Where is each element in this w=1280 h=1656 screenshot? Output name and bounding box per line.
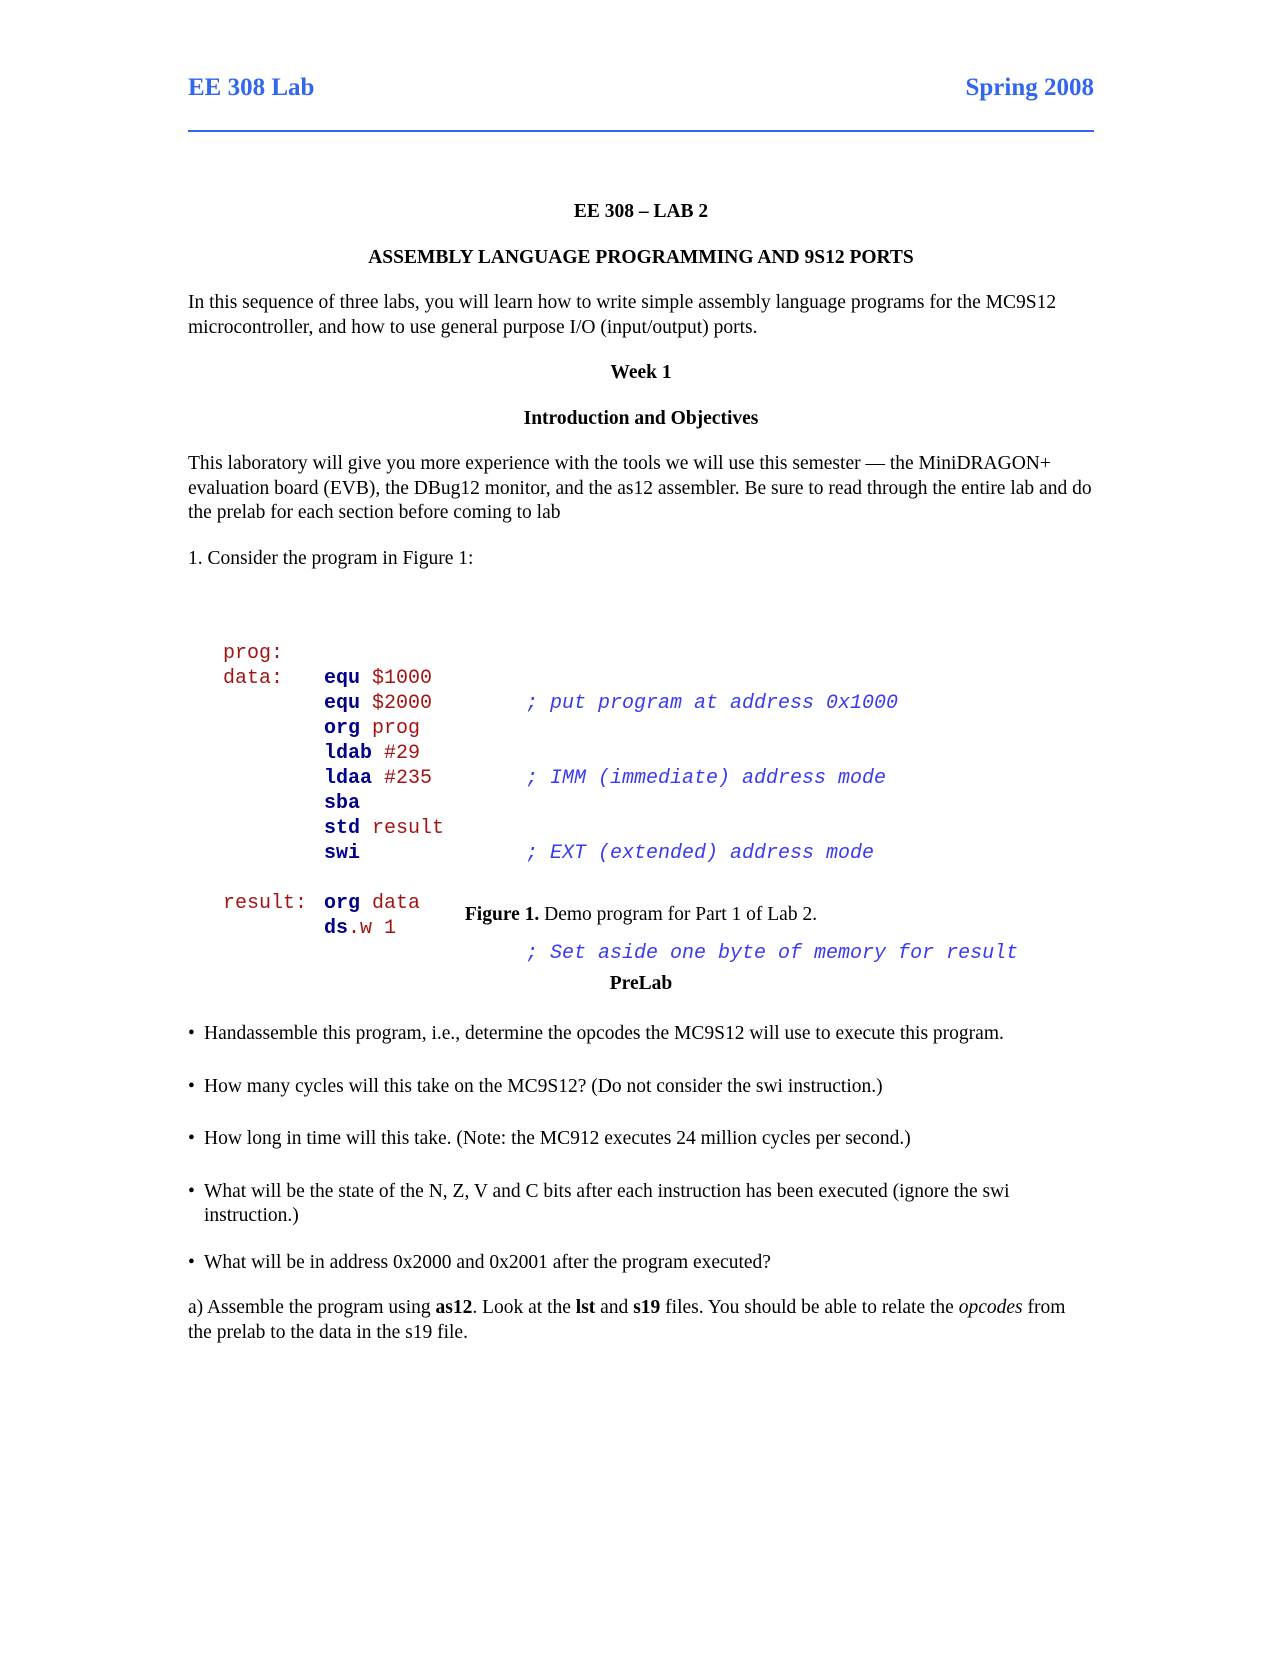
code-arg: #235 [384, 767, 433, 790]
prelab-item [188, 1251, 1094, 1276]
step-a-text: from the prelab to the data in the s19 file. [188, 1297, 1066, 1343]
code-comment: ; IMM (immediate) address mode [526, 767, 887, 790]
code-arg: $2000 [372, 692, 433, 715]
lab-subtitle: ASSEMBLY LANGUAGE PROGRAMMING AND 9S12 PORTS [368, 246, 914, 268]
step-a-text: . Look at the [472, 1297, 576, 1318]
prelab-item-text: What will be the state of the N, Z, V and C bits after each instruction has been executed (ignore the swi instruction.) [204, 1180, 1010, 1226]
header-course: EE 308 Lab [188, 74, 315, 101]
lab-title: EE 308 – LAB 2 [573, 201, 709, 222]
code-arg: .w 1 [348, 917, 397, 940]
step-a-text: a) Assemble the program using [188, 1297, 436, 1318]
code-op: org [324, 717, 361, 740]
code-op: equ [324, 692, 361, 715]
objectives-paragraph: This laboratory will give you more experience with the tools we will use this semester — the MiniDRAGON+ evaluation board (EVB), the DBug12 monitor, and the as12 assembler. Be sure to read through the entire lab and do the prelab for each section before coming to lab [188, 453, 1092, 523]
code-label: result: [223, 892, 308, 915]
code-instruction [324, 916, 396, 941]
code-comment: ; Set aside one byte of memory for result [526, 942, 1019, 965]
prelab-item [188, 1180, 1094, 1229]
code-op: ds [324, 917, 349, 940]
caption-text: Demo program for Part 1 of Lab 2. [539, 904, 818, 925]
bullet-icon: • [188, 1023, 195, 1044]
code-arg: result [372, 817, 445, 840]
prelab-heading: PreLab [609, 972, 673, 994]
step-a-bold: s19 [633, 1297, 661, 1318]
code-line [223, 816, 1083, 841]
prelab-item-text: What will be in address 0x2000 and 0x2001 after the program executed? [204, 1251, 771, 1273]
code-instruction [324, 891, 420, 916]
prelab-item [188, 1127, 1094, 1152]
caption-label: Figure 1. [464, 904, 540, 925]
code-op: ldaa [324, 767, 373, 790]
bullet-icon: • [188, 1075, 195, 1097]
code-arg: data [372, 892, 421, 915]
code-op: std [324, 817, 361, 840]
bullet-icon: • [188, 1251, 195, 1273]
objectives-heading: Introduction and Objectives [523, 407, 759, 429]
prelab-item-text: Handassemble this program, i.e., determine the opcodes the MC9S12 will use to execute this program. [204, 1023, 1004, 1044]
code-arg: #29 [384, 742, 421, 765]
code-comment: ; EXT (extended) address mode [526, 842, 875, 865]
code-comment: ; put program at address 0x1000 [526, 692, 899, 715]
step-a-bold: lst [575, 1297, 596, 1318]
prelab-item [188, 1075, 1094, 1100]
code-op: ldab [324, 742, 373, 765]
prelab-item-text: How long in time will this take. (Note: the MC912 executes 24 million cycles per second.) [204, 1128, 911, 1149]
step-a-text: and [595, 1297, 634, 1318]
step-a-bold: as12 [435, 1297, 473, 1318]
step-a-text: files. You should be able to relate the [660, 1297, 959, 1318]
header-rule [188, 130, 1094, 132]
step-a [188, 1296, 1094, 1345]
intro-paragraph: In this sequence of three labs, you will learn how to write simple assembly language programs for the MC9S12 microcontroller, and how to use general purpose I/O (input/output) ports. [188, 292, 1057, 338]
step-a-italic: opcodes [958, 1297, 1023, 1318]
document-body [188, 200, 1094, 1345]
bullet-icon: • [188, 1180, 195, 1202]
prelab-item-text: How many cycles will this take on the MC9S12? (Do not consider the swi instruction.) [204, 1075, 883, 1097]
code-op: sba [324, 792, 361, 815]
code-arg: prog [372, 717, 421, 740]
code-op: swi [324, 842, 361, 865]
prelab-item [188, 1022, 1094, 1047]
week-heading: Week 1 [610, 362, 672, 383]
code-label: data: [223, 667, 284, 690]
page-header [188, 68, 1094, 132]
step-1: 1. Consider the program in Figure 1: [188, 547, 474, 569]
code-op: org [324, 892, 361, 915]
header-term: Spring 2008 [965, 74, 1094, 101]
code-arg: $1000 [372, 667, 433, 690]
code-op: equ [324, 667, 361, 690]
bullet-icon: • [188, 1128, 195, 1149]
code-label: prog: [223, 642, 284, 665]
